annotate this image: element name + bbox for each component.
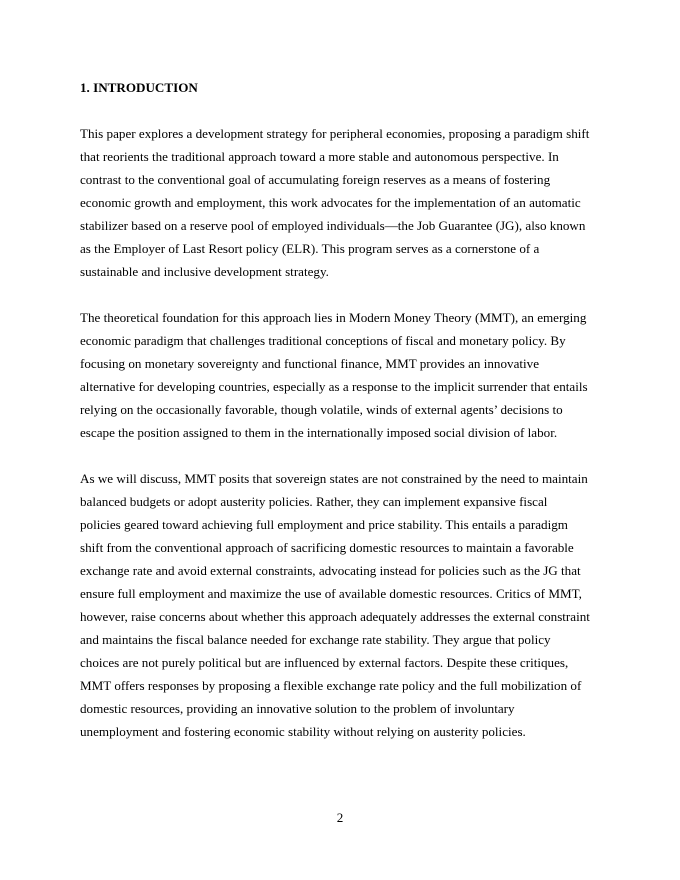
paragraph-1 bbox=[80, 122, 604, 283]
paragraph-line: ensure full employment and maximize the use of available domestic resources. Critics of MMT, bbox=[80, 586, 582, 601]
paragraph-line: relying on the occasionally favorable, though volatile, winds of external agents’ decisions to bbox=[80, 402, 563, 417]
paragraph-line: contrast to the conventional goal of accumulating foreign reserves as a means of fostering bbox=[80, 172, 551, 187]
paragraph-line: sustainable and inclusive development strategy. bbox=[80, 264, 329, 279]
page-number: 2 bbox=[336, 810, 344, 825]
paragraph-line: alternative for developing countries, especially as a response to the implicit surrender that entails bbox=[80, 379, 588, 394]
paragraph-line: that reorients the traditional approach toward a more stable and autonomous perspective. In bbox=[80, 149, 559, 164]
paragraph-line: The theoretical foundation for this approach lies in Modern Money Theory (MMT), an emerging bbox=[80, 310, 587, 325]
paragraph-line: however, raise concerns about whether this approach adequately addresses the external constraint bbox=[80, 609, 590, 624]
paragraph-line: unemployment and fostering economic stability without relying on austerity policies. bbox=[80, 724, 526, 739]
paragraph-2 bbox=[80, 306, 604, 444]
paragraph-line: stabilizer based on a reserve pool of employed individuals—the Job Guarantee (JG), also known bbox=[80, 218, 586, 233]
paragraph-line: economic paradigm that challenges traditional conceptions of fiscal and monetary policy. By bbox=[80, 333, 566, 348]
paragraph-line: focusing on monetary sovereignty and functional finance, MMT provides an innovative bbox=[80, 356, 540, 371]
paragraph-line: As we will discuss, MMT posits that sovereign states are not constrained by the need to maintain bbox=[80, 471, 588, 486]
paragraph-line: as the Employer of Last Resort policy (ELR). This program serves as a cornerstone of a bbox=[80, 241, 540, 256]
paragraph-line: exchange rate and avoid external constraints, advocating instead for policies such as the JG that bbox=[80, 563, 581, 578]
paragraph-line: choices are not purely political but are influenced by external factors. Despite these critiques, bbox=[80, 655, 569, 670]
paragraph-line: economic growth and employment, this work advocates for the implementation of an automatic bbox=[80, 195, 581, 210]
paragraph-line: balanced budgets or adopt austerity policies. Rather, they can implement expansive fiscal bbox=[80, 494, 548, 509]
section-heading: 1. INTRODUCTION bbox=[80, 80, 198, 95]
page-content bbox=[80, 76, 604, 766]
paragraph-line: MMT offers responses by proposing a flexible exchange rate policy and the full mobilization of bbox=[80, 678, 582, 693]
paragraph-line: escape the position assigned to them in the internationally imposed social division of labor. bbox=[80, 425, 558, 440]
paragraph-line: This paper explores a development strategy for peripheral economies, proposing a paradigm shift bbox=[80, 126, 590, 141]
paragraph-line: domestic resources, providing an innovative solution to the problem of involuntary bbox=[80, 701, 515, 716]
paragraph-3 bbox=[80, 467, 604, 743]
paragraph-line: policies geared toward achieving full employment and price stability. This entails a paradigm bbox=[80, 517, 568, 532]
paragraph-line: shift from the conventional approach of sacrificing domestic resources to maintain a favorable bbox=[80, 540, 574, 555]
paragraph-line: and maintains the fiscal balance needed for exchange rate stability. They argue that policy bbox=[80, 632, 551, 647]
